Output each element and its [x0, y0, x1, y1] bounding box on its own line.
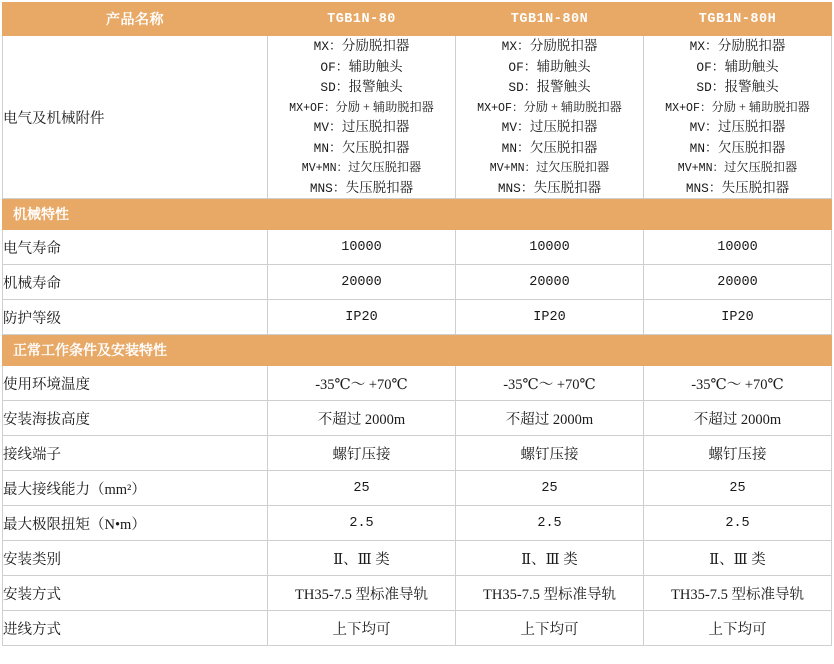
row-value-altitude-3: 不超过 2000m	[644, 401, 832, 436]
acc-code-of: OF：	[320, 59, 349, 75]
row-label-mounting-method: 安装方式	[3, 576, 268, 611]
row-value-max-wire-capacity-1: 25	[268, 471, 456, 506]
row-label-terminal: 接线端子	[3, 436, 268, 471]
header-model-3: TGB1N-80H	[644, 3, 832, 36]
acc-text-mx: 分励脱扣器	[341, 38, 410, 53]
acc-code-sd: SD：	[320, 80, 349, 96]
row-value-protection-degree-2: IP20	[456, 300, 644, 335]
table-row	[3, 366, 832, 401]
acc-text-mxof: 分励 + 辅助脱扣器	[335, 99, 434, 114]
row-value-max-wire-capacity-2: 25	[456, 471, 644, 506]
row-label-mechanical-life: 机械寿命	[3, 265, 268, 300]
row-value-altitude-2: 不超过 2000m	[456, 401, 644, 436]
acc-text-mn: 欠压脱扣器	[529, 139, 598, 155]
acc-text-mvmn: 过欠压脱扣器	[536, 160, 610, 175]
acc-code-mvmn: MV+MN：	[301, 162, 349, 176]
acc-code-of: OF：	[508, 59, 537, 75]
row-value-electrical-life-2: 10000	[456, 230, 644, 265]
acc-text-mvmn: 过欠压脱扣器	[724, 160, 798, 175]
acc-code-mns: MNS：	[685, 180, 722, 196]
accessories-label: 电气及机械附件	[3, 36, 268, 199]
table-header-row	[3, 3, 832, 36]
row-value-ambient-temperature-3: -35℃～ +70℃	[644, 366, 832, 401]
acc-text-sd: 报警触头	[348, 79, 403, 95]
row-label-electrical-life: 电气寿命	[3, 230, 268, 265]
row-value-installation-category-3: Ⅱ、Ⅲ 类	[644, 541, 832, 576]
accessories-cell-3	[644, 36, 832, 199]
accessories-cell-2	[456, 36, 644, 199]
row-label-installation-category: 安装类别	[3, 541, 268, 576]
acc-text-sd: 报警触头	[724, 79, 779, 95]
table-body	[3, 3, 832, 646]
header-model-1: TGB1N-80	[268, 3, 456, 36]
row-label-incoming-line: 进线方式	[3, 611, 268, 646]
row-value-max-torque-3: 2.5	[644, 506, 832, 541]
acc-code-mn: MN：	[689, 140, 718, 156]
row-value-terminal-3: 螺钉压接	[644, 436, 832, 471]
acc-code-mv: MV：	[689, 120, 718, 136]
acc-code-of: OF：	[696, 59, 725, 75]
acc-code-mx: MX：	[313, 39, 342, 54]
acc-text-mv: 过压脱扣器	[529, 119, 598, 135]
table-row	[3, 436, 832, 471]
row-value-terminal-2: 螺钉压接	[456, 436, 644, 471]
acc-text-mx: 分励脱扣器	[717, 38, 786, 53]
row-value-electrical-life-3: 10000	[644, 230, 832, 265]
row-value-mechanical-life-3: 20000	[644, 265, 832, 300]
row-value-mounting-method-2: TH35-7.5 型标准导轨	[456, 576, 644, 611]
row-value-installation-category-2: Ⅱ、Ⅲ 类	[456, 541, 644, 576]
row-value-mounting-method-1: TH35-7.5 型标准导轨	[268, 576, 456, 611]
acc-code-mns: MNS：	[309, 180, 346, 196]
table-row	[3, 401, 832, 436]
acc-code-mn: MN：	[501, 140, 530, 156]
row-value-max-wire-capacity-3: 25	[644, 471, 832, 506]
acc-text-mv: 过压脱扣器	[717, 119, 786, 135]
row-value-installation-category-1: Ⅱ、Ⅲ 类	[268, 541, 456, 576]
acc-text-mn: 欠压脱扣器	[717, 139, 786, 155]
section-band-label: 机械特性	[3, 199, 832, 230]
header-model-2: TGB1N-80N	[456, 3, 644, 36]
row-value-mechanical-life-1: 20000	[268, 265, 456, 300]
row-value-max-torque-1: 2.5	[268, 506, 456, 541]
table-row	[3, 230, 832, 265]
table-row	[3, 576, 832, 611]
accessories-cell-1	[268, 36, 456, 199]
acc-code-mv: MV：	[501, 120, 530, 136]
acc-text-mxof: 分励 + 辅助脱扣器	[523, 99, 622, 114]
row-label-altitude: 安装海拔高度	[3, 401, 268, 436]
acc-code-sd: SD：	[508, 80, 537, 96]
table-row	[3, 541, 832, 576]
acc-code-mxof: MX+OF：	[289, 101, 336, 115]
acc-text-of: 辅助触头	[536, 58, 591, 74]
row-value-protection-degree-3: IP20	[644, 300, 832, 335]
accessories-row	[3, 36, 832, 199]
row-value-incoming-line-3: 上下均可	[644, 611, 832, 646]
acc-text-sd: 报警触头	[536, 79, 591, 95]
acc-code-mns: MNS：	[497, 180, 534, 196]
header-product-name: 产品名称	[3, 3, 268, 36]
acc-code-mxof: MX+OF：	[665, 101, 712, 115]
row-value-protection-degree-1: IP20	[268, 300, 456, 335]
row-value-ambient-temperature-1: -35℃～ +70℃	[268, 366, 456, 401]
row-label-protection-degree: 防护等级	[3, 300, 268, 335]
acc-text-of: 辅助触头	[724, 58, 779, 74]
acc-code-mvmn: MV+MN：	[677, 162, 725, 176]
acc-code-mvmn: MV+MN：	[489, 162, 537, 176]
row-value-terminal-1: 螺钉压接	[268, 436, 456, 471]
acc-code-mx: MX：	[689, 39, 718, 54]
row-value-incoming-line-2: 上下均可	[456, 611, 644, 646]
acc-code-mxof: MX+OF：	[477, 101, 524, 115]
table-row	[3, 265, 832, 300]
acc-text-of: 辅助触头	[348, 58, 403, 74]
section-band-operating-conditions	[3, 335, 832, 366]
row-label-ambient-temperature: 使用环境温度	[3, 366, 268, 401]
table-row	[3, 506, 832, 541]
acc-text-mns: 失压脱扣器	[345, 179, 414, 195]
row-value-incoming-line-1: 上下均可	[268, 611, 456, 646]
specification-table	[2, 2, 832, 646]
row-value-mounting-method-3: TH35-7.5 型标准导轨	[644, 576, 832, 611]
section-band-mechanical	[3, 199, 832, 230]
table-row	[3, 471, 832, 506]
table-row	[3, 300, 832, 335]
acc-text-mvmn: 过欠压脱扣器	[348, 160, 422, 175]
row-label-max-torque: 最大极限扭矩（N•m）	[3, 506, 268, 541]
table-row	[3, 611, 832, 646]
row-label-max-wire-capacity: 最大接线能力（mm²）	[3, 471, 268, 506]
row-value-mechanical-life-2: 20000	[456, 265, 644, 300]
acc-text-mns: 失压脱扣器	[721, 179, 790, 195]
acc-text-mxof: 分励 + 辅助脱扣器	[711, 99, 810, 114]
acc-text-mns: 失压脱扣器	[533, 179, 602, 195]
row-value-electrical-life-1: 10000	[268, 230, 456, 265]
section-band-label: 正常工作条件及安装特性	[3, 335, 832, 366]
acc-text-mv: 过压脱扣器	[341, 119, 410, 135]
acc-code-mv: MV：	[313, 120, 342, 136]
acc-text-mn: 欠压脱扣器	[341, 139, 410, 155]
row-value-max-torque-2: 2.5	[456, 506, 644, 541]
row-value-ambient-temperature-2: -35℃～ +70℃	[456, 366, 644, 401]
acc-code-mx: MX：	[501, 39, 530, 54]
row-value-altitude-1: 不超过 2000m	[268, 401, 456, 436]
acc-code-sd: SD：	[696, 80, 725, 96]
acc-text-mx: 分励脱扣器	[529, 38, 598, 53]
acc-code-mn: MN：	[313, 140, 342, 156]
